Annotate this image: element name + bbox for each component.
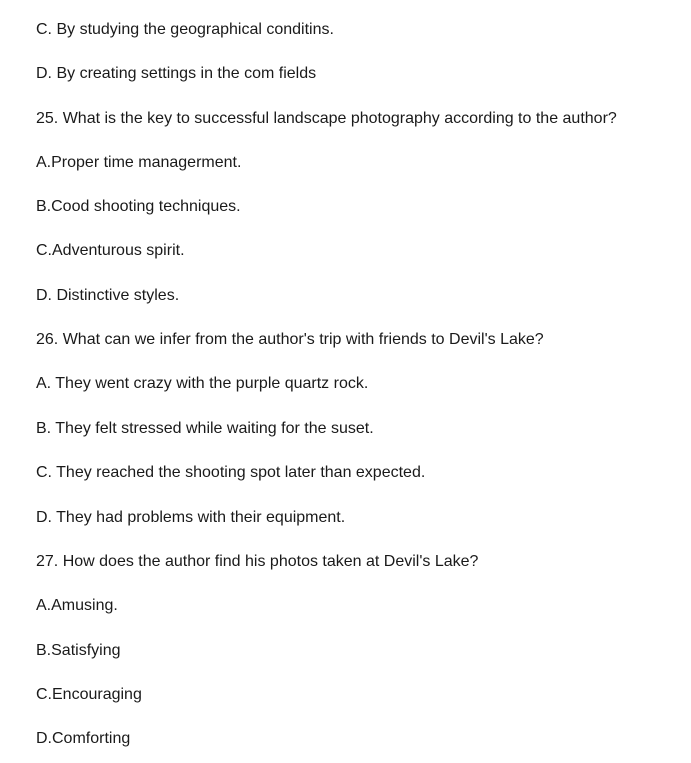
option-25d: D. Distinctive styles. xyxy=(36,287,180,304)
option-26a: A. They went crazy with the purple quartz rock. xyxy=(36,375,369,392)
question-26: 26. What can we infer from the author's trip with friends to Devil's Lake? xyxy=(36,331,544,348)
option-26c: C. They reached the shooting spot later than expected. xyxy=(36,464,426,481)
question-25: 25. What is the key to successful landscape photography according to the author? xyxy=(36,110,617,127)
option-24c: C. By studying the geographical conditins. xyxy=(36,21,334,38)
question-27: 27. How does the author find his photos taken at Devil's Lake? xyxy=(36,553,479,570)
option-24d: D. By creating settings in the com fields xyxy=(36,65,317,82)
option-25b: B.Cood shooting techniques. xyxy=(36,198,241,215)
option-27a: A.Amusing. xyxy=(36,597,118,614)
option-26d: D. They had problems with their equipment. xyxy=(36,509,346,526)
option-27b: B.Satisfying xyxy=(36,642,121,659)
option-25c: C.Adventurous spirit. xyxy=(36,242,185,259)
option-27d: D.Comforting xyxy=(36,730,131,747)
option-27c: C.Encouraging xyxy=(36,686,142,703)
option-26b: B. They felt stressed while waiting for the suset. xyxy=(36,420,374,437)
option-25a: A.Proper time managerment. xyxy=(36,154,242,171)
